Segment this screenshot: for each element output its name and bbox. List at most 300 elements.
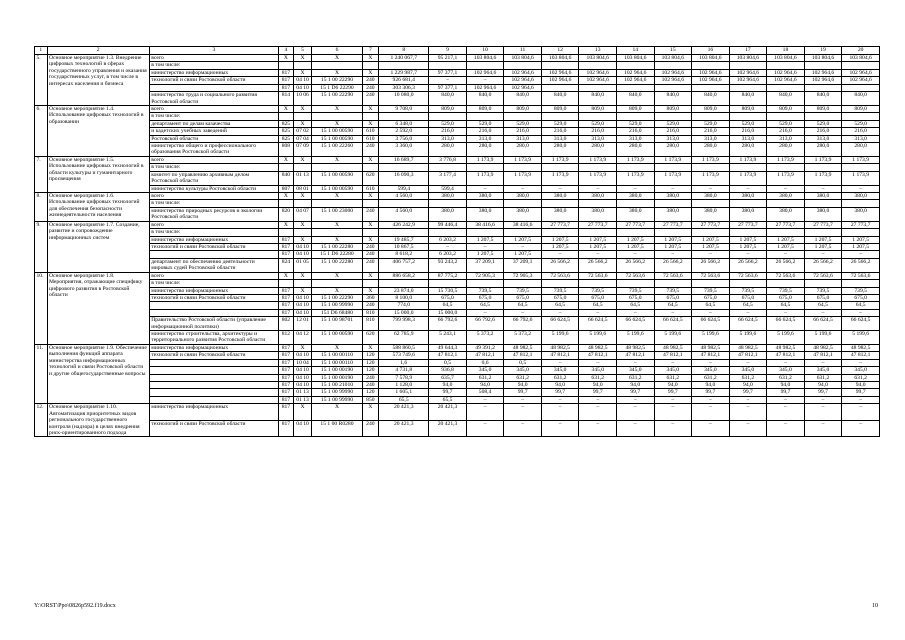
amount-cell: 5 373,2: [504, 331, 542, 345]
code-cell-rz: 04 10: [293, 381, 312, 388]
code-cell-rz: 07 09: [293, 143, 312, 157]
executor-cell: департамент по обеспечению деятельности мировых судей Ростовской области: [149, 258, 278, 272]
amount-cell: 216,0: [429, 128, 467, 135]
table-row: [35, 92, 880, 106]
amount-cell: 599,4: [429, 185, 467, 192]
table-row: [35, 294, 880, 301]
amount-cell: 99,7: [429, 389, 467, 396]
code-cell-csr: 15 1 00 22290: [312, 92, 362, 106]
amount-cell: –: [804, 251, 842, 258]
code-cell-rz: 04 12: [293, 331, 312, 345]
amount-cell: 809,0: [729, 105, 767, 112]
code-cell-gr: Х: [279, 272, 294, 279]
amount-cell: 66 624,5: [541, 317, 579, 331]
code-cell-vr: Х: [362, 272, 379, 279]
amount-cell: 99,7: [729, 389, 767, 396]
executor-cell: [149, 309, 278, 316]
amount-cell: 64,5: [541, 302, 579, 309]
code-cell-gr: 817: [279, 367, 294, 374]
amount-cell: 1 605,1: [379, 389, 429, 396]
amount-cell: –: [767, 420, 805, 437]
code-cell-vr: 240: [362, 207, 379, 221]
amount-cell: –: [466, 404, 504, 421]
code-cell-csr: Х: [312, 344, 362, 351]
amount-cell: [379, 62, 429, 69]
amount-cell: 1 207,5: [504, 236, 542, 243]
amount-cell: 64,5: [804, 302, 842, 309]
table-row: [35, 396, 880, 403]
amount-cell: –: [729, 396, 767, 403]
amount-cell: [429, 164, 467, 171]
amount-cell: –: [466, 420, 504, 437]
amount-cell: [767, 280, 805, 287]
amount-cell: 16 689,7: [379, 156, 429, 163]
executor-cell: министерство труда и социального развития Ростовской области: [149, 92, 278, 106]
table-row: [35, 243, 880, 250]
amount-cell: –: [617, 404, 655, 421]
amount-cell: [692, 229, 730, 236]
code-cell-rz: 04 10: [293, 84, 312, 91]
amount-cell: 27 773,7: [541, 221, 579, 228]
amount-cell: 102 964,6: [466, 69, 504, 76]
amount-cell: [617, 113, 655, 120]
amount-cell: 26 566,2: [804, 258, 842, 272]
amount-cell: 94,0: [729, 381, 767, 388]
amount-cell: 809,0: [767, 105, 805, 112]
amount-cell: 20 421,3: [379, 404, 429, 421]
amount-cell: –: [654, 359, 692, 366]
amount-cell: 0,5: [429, 359, 467, 366]
amount-cell: –: [429, 243, 467, 250]
code-cell-rz: 07 02: [293, 128, 312, 135]
table-row: [35, 389, 880, 396]
amount-cell: 1 173,9: [767, 171, 805, 185]
executor-cell: [149, 396, 278, 403]
code-cell-rz: Х: [293, 344, 312, 351]
amount-cell: 47 812,1: [767, 352, 805, 359]
amount-cell: 103 804,6: [654, 55, 692, 62]
amount-cell: –: [654, 420, 692, 437]
table-row: [35, 200, 880, 207]
amount-cell: 280,0: [804, 143, 842, 157]
code-cell-vr: Х: [362, 193, 379, 200]
amount-cell: [842, 164, 880, 171]
amount-cell: 809,0: [617, 105, 655, 112]
amount-cell: 3 756,0: [379, 135, 429, 142]
executor-cell: [149, 251, 278, 258]
table-row: [35, 128, 880, 135]
header-cell: 20: [842, 47, 880, 55]
amount-cell: 840,0: [429, 92, 467, 106]
code-cell-gr: 817: [279, 381, 294, 388]
amount-cell: 5 199,6: [804, 331, 842, 345]
amount-cell: 27 773,7: [767, 221, 805, 228]
amount-cell: 739,5: [466, 287, 504, 294]
code-cell-gr: 817: [279, 352, 294, 359]
amount-cell: –: [617, 309, 655, 316]
amount-cell: [729, 84, 767, 91]
amount-cell: 66 792,6: [466, 317, 504, 331]
amount-cell: 8 618,2: [379, 251, 429, 258]
amount-cell: 48 982,5: [504, 344, 542, 351]
row-number: 10.: [35, 272, 48, 344]
amount-cell: 216,0: [692, 128, 730, 135]
table-row: [35, 207, 880, 221]
amount-cell: 313,0: [579, 135, 617, 142]
amount-cell: 5 199,6: [654, 331, 692, 345]
code-cell-rz: 04 10: [293, 243, 312, 250]
amount-cell: 313,0: [767, 135, 805, 142]
amount-cell: 1 173,9: [842, 156, 880, 163]
header-cell: 10: [466, 47, 504, 55]
amount-cell: [466, 164, 504, 171]
table-row: [35, 185, 880, 192]
amount-cell: 49 644,3: [429, 344, 467, 351]
amount-cell: 102 964,6: [729, 69, 767, 76]
code-cell-csr: [312, 164, 362, 171]
code-cell-rz: Х: [293, 221, 312, 228]
amount-cell: [692, 164, 730, 171]
amount-cell: –: [579, 396, 617, 403]
amount-cell: 280,0: [504, 143, 542, 157]
amount-cell: 99 446,4: [429, 221, 467, 228]
amount-cell: –: [541, 396, 579, 403]
amount-cell: 675,0: [541, 294, 579, 301]
amount-cell: 27 773,7: [804, 221, 842, 228]
amount-cell: 631,2: [692, 374, 730, 381]
amount-cell: 380,0: [579, 207, 617, 221]
amount-cell: 508,4: [466, 389, 504, 396]
amount-cell: [541, 84, 579, 91]
executor-cell: Правительство Ростовской области (управление информационной политики): [149, 317, 278, 331]
activity-title: Основное мероприятие 1.10. Автоматизация приоритетных видов регионального государственного контроля (надзора) в целях внедрения риск-ориентированного подхода: [47, 404, 149, 437]
amount-cell: [379, 200, 429, 207]
code-cell-csr: Х: [312, 287, 362, 294]
amount-cell: 47 812,1: [654, 352, 692, 359]
amount-cell: 739,5: [617, 287, 655, 294]
amount-cell: 64,5: [579, 302, 617, 309]
amount-cell: –: [842, 251, 880, 258]
amount-cell: 72 563,6: [804, 272, 842, 279]
amount-cell: 380,0: [429, 207, 467, 221]
amount-cell: [842, 113, 880, 120]
amount-cell: [617, 62, 655, 69]
amount-cell: –: [654, 185, 692, 192]
amount-cell: 94,0: [767, 381, 805, 388]
amount-cell: 635,7: [429, 374, 467, 381]
code-cell-rz: Х: [293, 156, 312, 163]
executor-cell: департамент по делам казачества: [149, 120, 278, 127]
executor-cell: министерство строительства, архитектуры и территориального развития Ростовской области: [149, 331, 278, 345]
code-cell-gr: 817: [279, 389, 294, 396]
code-cell-vr: 120: [362, 359, 379, 366]
code-cell-vr: 240: [362, 143, 379, 157]
amount-cell: 280,0: [654, 143, 692, 157]
amount-cell: 345,0: [541, 367, 579, 374]
amount-cell: 3 776,8: [429, 156, 467, 163]
code-cell-rz: 07 04: [293, 135, 312, 142]
amount-cell: 38 416,6: [504, 221, 542, 228]
amount-cell: [692, 84, 730, 91]
amount-cell: 216,0: [504, 128, 542, 135]
amount-cell: 7 578,9: [379, 374, 429, 381]
code-cell-gr: 817: [279, 294, 294, 301]
amount-cell: –: [466, 77, 504, 84]
code-cell-vr: Х: [362, 344, 379, 351]
amount-cell: [767, 200, 805, 207]
table-row: [35, 367, 880, 374]
header-cell: 16: [692, 47, 730, 55]
amount-cell: 27 773,7: [729, 221, 767, 228]
amount-cell: 809,0: [654, 105, 692, 112]
amount-cell: 99,7: [617, 389, 655, 396]
amount-cell: 380,0: [654, 193, 692, 200]
amount-cell: [429, 113, 467, 120]
amount-cell: [654, 200, 692, 207]
amount-cell: 529,0: [579, 120, 617, 127]
amount-cell: [429, 229, 467, 236]
amount-cell: [466, 200, 504, 207]
code-cell-rz: [293, 62, 312, 69]
table-row: [35, 113, 880, 120]
amount-cell: 99,7: [804, 389, 842, 396]
amount-cell: 1 173,9: [692, 171, 730, 185]
code-cell-csr: 15 1 00 22290: [312, 294, 362, 301]
amount-cell: 631,2: [579, 374, 617, 381]
table-row: [35, 77, 880, 84]
amount-cell: 840,0: [729, 92, 767, 106]
amount-cell: 1 207,5: [654, 243, 692, 250]
amount-cell: [842, 62, 880, 69]
amount-cell: 345,0: [466, 367, 504, 374]
amount-cell: 1 173,9: [504, 171, 542, 185]
amount-cell: 345,0: [579, 367, 617, 374]
executor-cell: в том числе:: [149, 280, 278, 287]
amount-cell: 48 982,5: [729, 344, 767, 351]
amount-cell: 102 964,6: [804, 69, 842, 76]
code-cell-csr: Х: [312, 105, 362, 112]
amount-cell: 840,0: [617, 92, 655, 106]
amount-cell: –: [692, 420, 730, 437]
amount-cell: [504, 200, 542, 207]
header-cell: 3: [149, 47, 278, 55]
amount-cell: 94,0: [541, 381, 579, 388]
amount-cell: –: [767, 185, 805, 192]
code-cell-gr: 817: [279, 374, 294, 381]
amount-cell: [842, 200, 880, 207]
amount-cell: 426 242,9: [379, 221, 429, 228]
amount-cell: 926 681,4: [379, 77, 429, 84]
code-cell-rz: 10 06: [293, 92, 312, 106]
executor-cell: [149, 381, 278, 388]
amount-cell: [466, 113, 504, 120]
code-cell-rz: [293, 113, 312, 120]
code-cell-vr: Х: [362, 236, 379, 243]
executor-cell: всего: [149, 156, 278, 163]
amount-cell: [804, 229, 842, 236]
row-number: 6.: [35, 105, 48, 156]
header-cell: 18: [767, 47, 805, 55]
code-cell-rz: 04 10: [293, 374, 312, 381]
amount-cell: 64,5: [466, 302, 504, 309]
amount-cell: 103 804,6: [617, 55, 655, 62]
code-cell-gr: 824: [279, 258, 294, 272]
amount-cell: 66 624,5: [692, 317, 730, 331]
amount-cell: 102 964,6: [692, 77, 730, 84]
amount-cell: 6 203,2: [429, 236, 467, 243]
executor-cell: министерство культуры Ростовской области: [149, 185, 278, 192]
amount-cell: –: [654, 309, 692, 316]
amount-cell: 64,5: [654, 302, 692, 309]
executor-cell: всего: [149, 105, 278, 112]
amount-cell: 10 080,0: [379, 92, 429, 106]
amount-cell: 6 203,2: [429, 251, 467, 258]
executor-cell: в том числе:: [149, 62, 278, 69]
code-cell-vr: 120: [362, 389, 379, 396]
code-cell-vr: Х: [362, 69, 379, 76]
amount-cell: 380,0: [692, 207, 730, 221]
amount-cell: –: [617, 420, 655, 437]
amount-cell: 66 624,5: [654, 317, 692, 331]
amount-cell: 48 982,5: [767, 344, 805, 351]
code-cell-gr: 817: [279, 302, 294, 309]
amount-cell: 95 217,1: [429, 55, 467, 62]
amount-cell: 16 090,3: [379, 171, 429, 185]
code-cell-gr: 802: [279, 317, 294, 331]
activity-title: Основное мероприятие 1.6. Использование цифровых технологий для обеспечения безопасности жизнедеятельности населения: [47, 193, 149, 222]
amount-cell: 48 982,5: [579, 344, 617, 351]
amount-cell: 380,0: [767, 207, 805, 221]
amount-cell: 72 563,6: [767, 272, 805, 279]
code-cell-csr: [312, 200, 362, 207]
amount-cell: 380,0: [541, 193, 579, 200]
table-row: [35, 344, 880, 351]
amount-cell: 313,0: [541, 135, 579, 142]
amount-cell: 1 207,5: [842, 236, 880, 243]
code-cell-csr: 15 1 D6 22280: [312, 251, 362, 258]
code-cell-rz: 04 10: [293, 77, 312, 84]
amount-cell: 345,0: [804, 367, 842, 374]
amount-cell: 1 173,9: [466, 156, 504, 163]
amount-cell: 0,6: [466, 359, 504, 366]
header-cell: 5: [293, 47, 312, 55]
amount-cell: [541, 62, 579, 69]
amount-cell: 739,5: [654, 287, 692, 294]
amount-cell: [466, 62, 504, 69]
amount-cell: –: [842, 420, 880, 437]
amount-cell: 840,0: [692, 92, 730, 106]
code-cell-rz: 04 07: [293, 207, 312, 221]
amount-cell: 103 804,6: [692, 55, 730, 62]
amount-cell: 66 624,5: [579, 317, 617, 331]
code-cell-vr: 620: [362, 331, 379, 345]
amount-cell: 37 209,1: [504, 258, 542, 272]
amount-cell: 739,5: [692, 287, 730, 294]
amount-cell: 47 812,1: [842, 352, 880, 359]
code-cell-gr: 825: [279, 120, 294, 127]
amount-cell: [466, 229, 504, 236]
amount-cell: 26 566,2: [767, 258, 805, 272]
executor-cell: технологий и связи Ростовской области: [149, 294, 278, 301]
amount-cell: 26 566,2: [692, 258, 730, 272]
amount-cell: [617, 84, 655, 91]
amount-cell: [654, 229, 692, 236]
code-cell-rz: 12 01: [293, 317, 312, 331]
amount-cell: 599,4: [379, 185, 429, 192]
code-cell-vr: 810: [362, 317, 379, 331]
amount-cell: 102 964,6: [617, 69, 655, 76]
amount-cell: –: [729, 309, 767, 316]
amount-cell: 15 000,0: [379, 309, 429, 316]
row-number: 9.: [35, 221, 48, 272]
amount-cell: 809,0: [541, 105, 579, 112]
amount-cell: 631,2: [842, 374, 880, 381]
amount-cell: 675,0: [767, 294, 805, 301]
code-cell-vr: Х: [362, 221, 379, 228]
amount-cell: 47 812,1: [541, 352, 579, 359]
code-cell-rz: 01 13: [293, 171, 312, 185]
amount-cell: –: [804, 359, 842, 366]
table-row: [35, 156, 880, 163]
file-path: Y:\ORST\Ppo\0826p592.f19.docx: [34, 603, 116, 609]
amount-cell: 280,0: [842, 143, 880, 157]
executor-cell: [149, 359, 278, 366]
amount-cell: 94,0: [692, 381, 730, 388]
amount-cell: 97 377,1: [429, 84, 467, 91]
code-cell-csr: 15 1 00 22260: [312, 143, 362, 157]
amount-cell: 27 773,7: [842, 221, 880, 228]
amount-cell: –: [466, 309, 504, 316]
amount-cell: 94,0: [429, 381, 467, 388]
amount-cell: 675,0: [579, 294, 617, 301]
amount-cell: 529,0: [729, 120, 767, 127]
header-cell: 19: [804, 47, 842, 55]
amount-cell: 102 964,6: [804, 77, 842, 84]
code-cell-gr: 817: [279, 359, 294, 366]
amount-cell: 1 207,5: [541, 236, 579, 243]
amount-cell: 26 566,2: [729, 258, 767, 272]
code-cell-rz: 01 13: [293, 389, 312, 396]
amount-cell: 840,0: [767, 92, 805, 106]
code-cell-csr: 15 1 00 99990: [312, 389, 362, 396]
amount-cell: 102 964,6: [579, 77, 617, 84]
amount-cell: 26 566,2: [541, 258, 579, 272]
amount-cell: 64,5: [842, 302, 880, 309]
code-cell-csr: 15 1 00 23000: [312, 207, 362, 221]
amount-cell: –: [504, 309, 542, 316]
table-row: [35, 404, 880, 421]
code-cell-gr: 820: [279, 207, 294, 221]
amount-cell: 102 964,6: [842, 69, 880, 76]
amount-cell: [729, 200, 767, 207]
amount-cell: 380,0: [804, 207, 842, 221]
page-number: 10: [872, 603, 878, 609]
amount-cell: 809,0: [842, 105, 880, 112]
amount-cell: 216,0: [541, 128, 579, 135]
amount-cell: –: [804, 404, 842, 421]
amount-cell: 102 964,6: [466, 84, 504, 91]
code-cell-csr: 15 1 00 R0280: [312, 420, 362, 437]
amount-cell: 103 804,6: [729, 55, 767, 62]
amount-cell: 99,7: [692, 389, 730, 396]
amount-cell: 809,0: [804, 105, 842, 112]
amount-cell: 313,0: [692, 135, 730, 142]
amount-cell: 1 207,5: [617, 236, 655, 243]
amount-cell: 102 964,6: [617, 77, 655, 84]
amount-cell: 99,7: [767, 389, 805, 396]
amount-cell: –: [466, 185, 504, 192]
table-row: [35, 164, 880, 171]
